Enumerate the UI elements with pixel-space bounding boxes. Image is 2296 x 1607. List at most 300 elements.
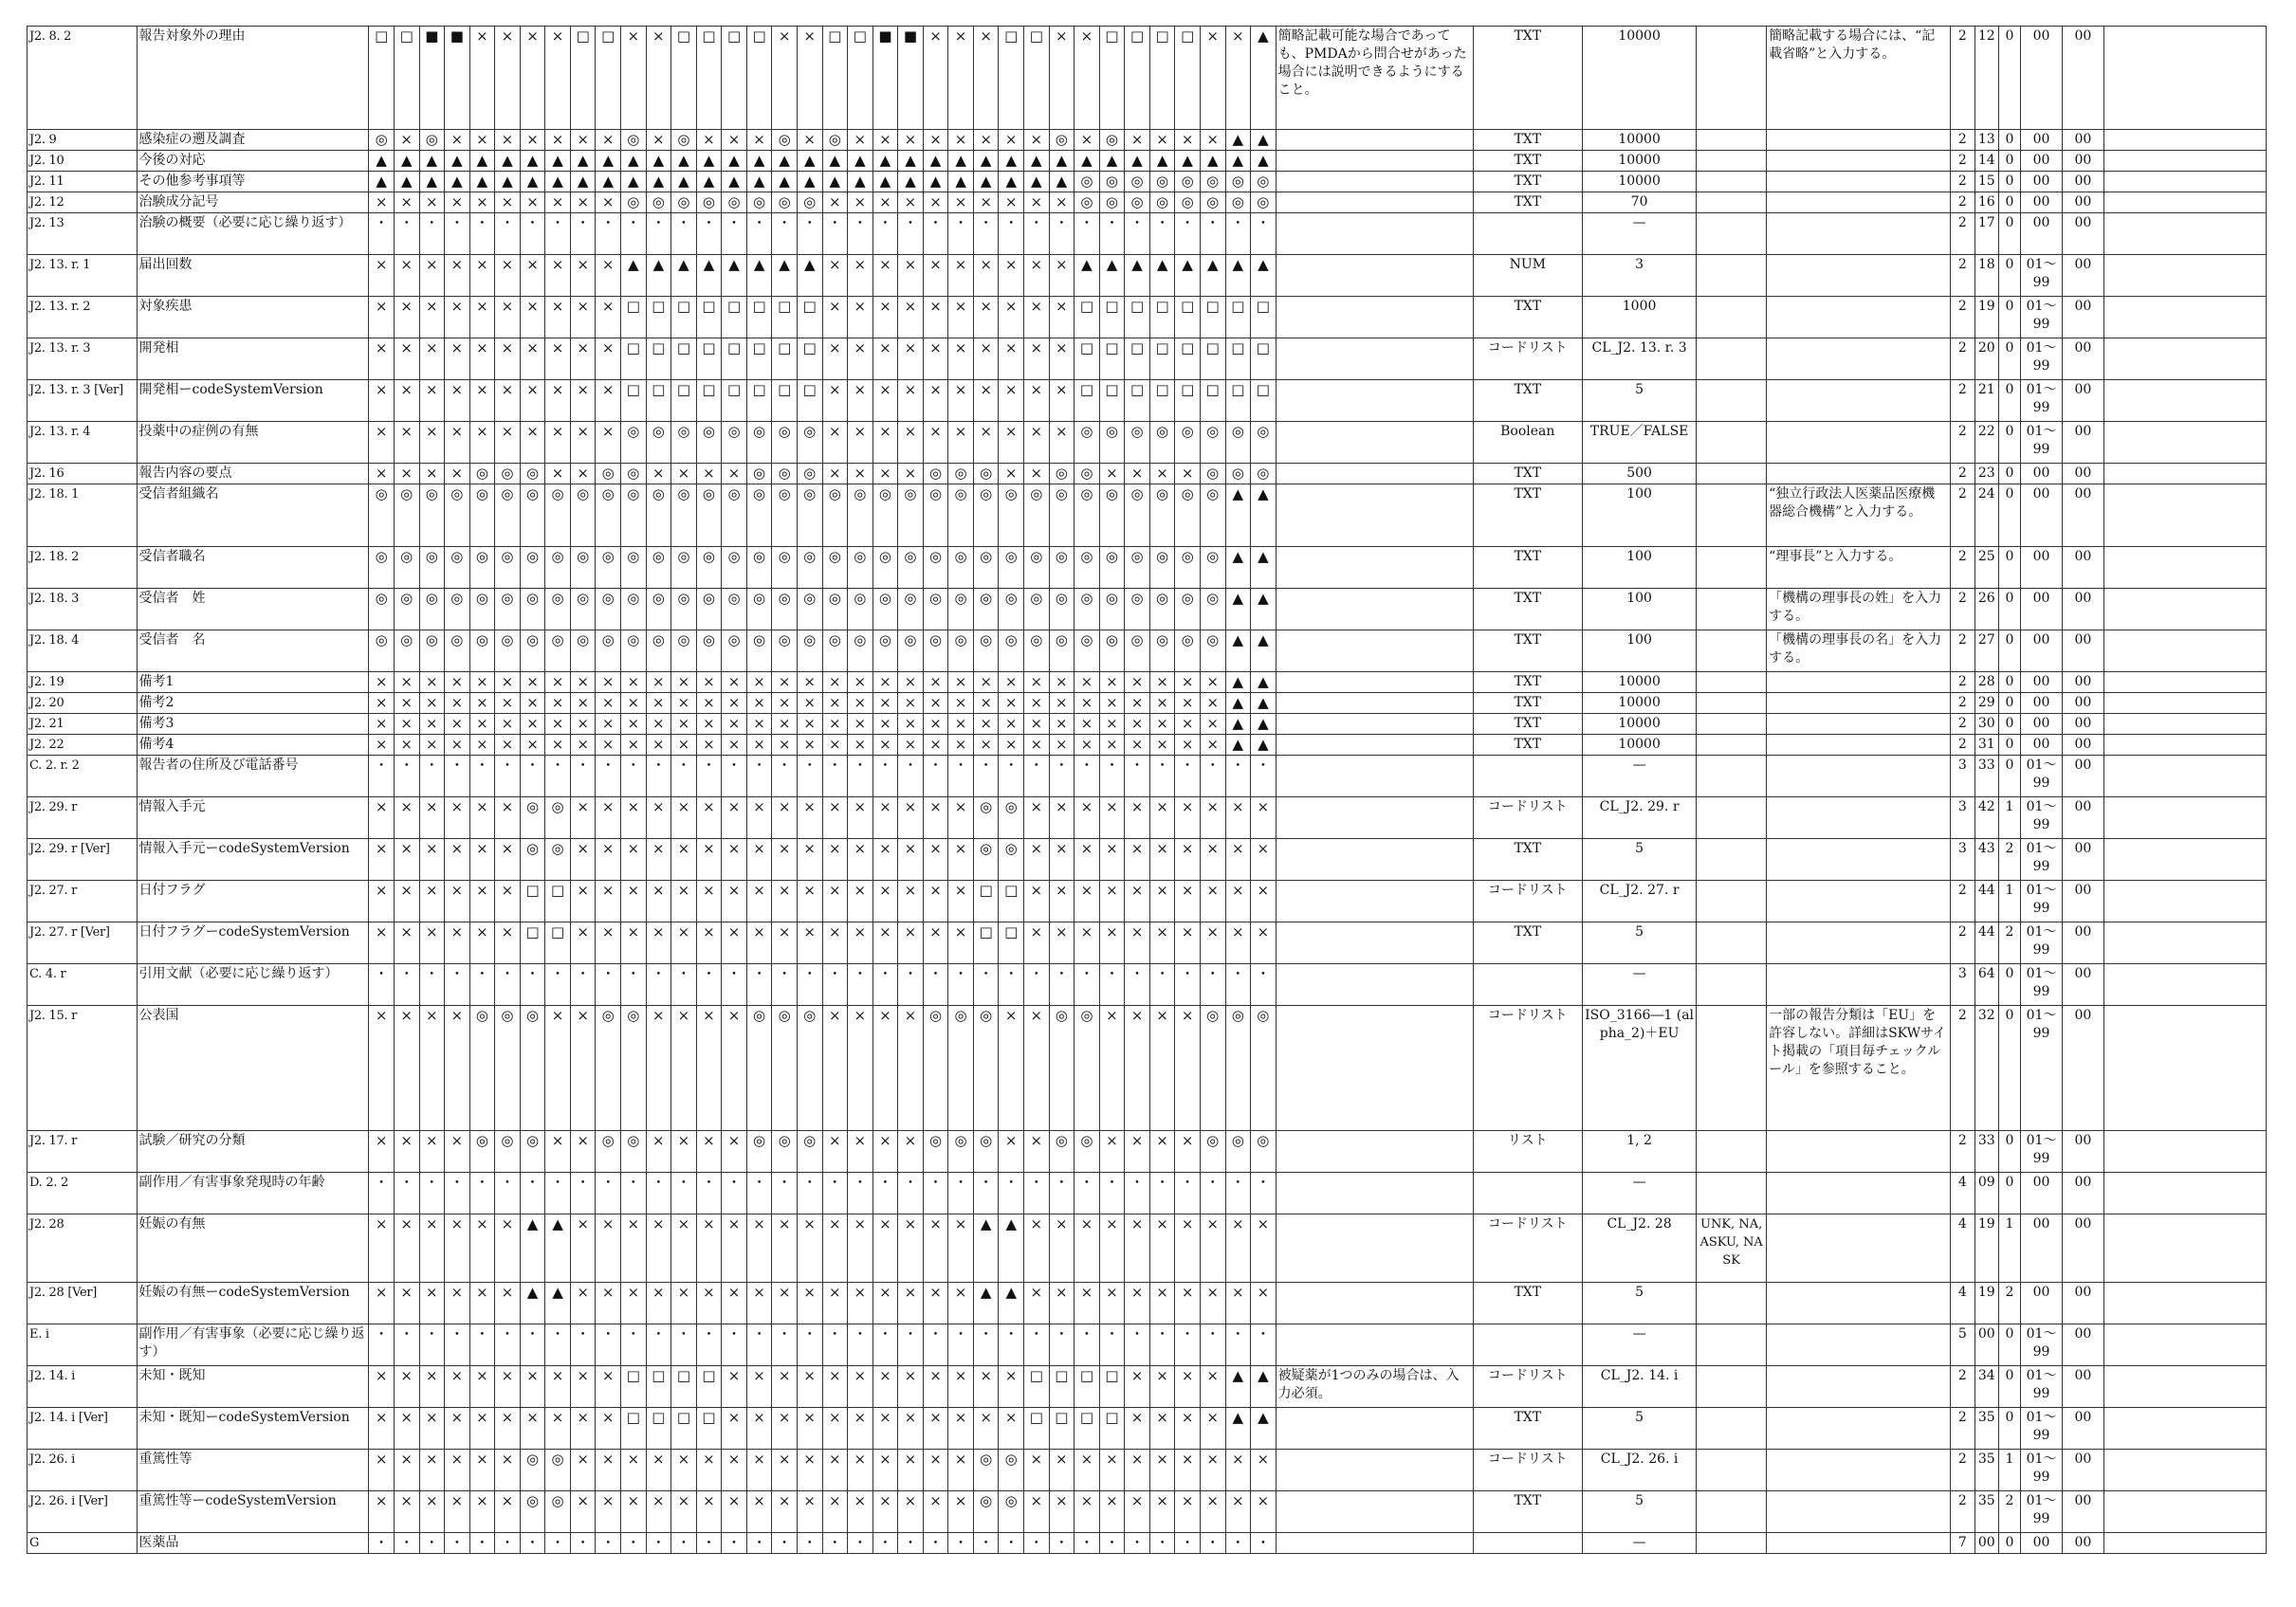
mark-cell: ▲	[369, 172, 395, 192]
code-col-5: 00	[2062, 297, 2103, 338]
mark-cell: ◎	[1251, 192, 1277, 213]
code-col-5: 00	[2062, 1214, 2103, 1283]
mark-cell: ×	[394, 922, 419, 964]
mark-cell: ×	[1049, 881, 1075, 922]
mark-cell: ×	[948, 255, 974, 297]
mark-cell: ･	[1125, 964, 1150, 1006]
mark-cell: ×	[419, 797, 445, 839]
mark-cell: ◎	[394, 630, 419, 672]
mark-cell: ×	[469, 380, 495, 422]
mark-cell: ▲	[570, 172, 596, 192]
mark-cell: ･	[822, 964, 848, 1006]
mark-cell: ×	[369, 338, 395, 380]
mark-cell: ▲	[1225, 735, 1251, 756]
mark-cell: ×	[848, 1283, 873, 1324]
data-type-cell	[1473, 1324, 1583, 1366]
remark-cell	[1767, 464, 1951, 484]
empty-cell	[2103, 1173, 2266, 1214]
mark-cell: ×	[520, 693, 545, 714]
mark-cell: ×	[1099, 839, 1125, 881]
mark-cell: ◎	[469, 547, 495, 589]
mark-cell: ･	[797, 1173, 822, 1214]
mark-cell: ×	[1149, 797, 1175, 839]
mark-cell: ×	[797, 922, 822, 964]
mark-cell: ･	[394, 1533, 419, 1554]
empty-cell	[2103, 547, 2266, 589]
mark-cell: ×	[394, 735, 419, 756]
mark-cell: ×	[1200, 839, 1225, 881]
mark-cell: ×	[746, 1491, 772, 1533]
table-row	[28, 922, 2267, 964]
mark-cell: ×	[419, 1283, 445, 1324]
mark-cell: ×	[621, 714, 647, 735]
mark-cell: ×	[419, 380, 445, 422]
mark-cell: ･	[394, 964, 419, 1006]
length-cell: CL_J2. 14. i	[1583, 1366, 1697, 1408]
item-id-cell: J2. 26. i [Ver]	[28, 1491, 138, 1533]
note-cell	[1276, 735, 1473, 756]
code-col-1: 2	[1951, 192, 1975, 213]
mark-cell: ･	[1099, 964, 1125, 1006]
mark-cell: ×	[822, 380, 848, 422]
mark-cell: ･	[1175, 1324, 1201, 1366]
mark-cell: ×	[722, 714, 747, 735]
mark-cell: ×	[1149, 1131, 1175, 1173]
mark-cell: ×	[1049, 1491, 1075, 1533]
mark-cell: ×	[1024, 1214, 1050, 1283]
mark-cell: ×	[1024, 1283, 1050, 1324]
code-col-4: 01～99	[2021, 338, 2063, 380]
code-col-4: 00	[2021, 484, 2063, 547]
code-col-1: 5	[1951, 1324, 1975, 1366]
mark-cell: ×	[948, 735, 974, 756]
empty-cell	[2103, 192, 2266, 213]
note-cell	[1276, 797, 1473, 839]
null-flavor-cell	[1697, 464, 1767, 484]
mark-cell: ×	[621, 839, 647, 881]
mark-cell: ▲	[1024, 151, 1050, 172]
null-flavor-cell	[1697, 547, 1767, 589]
item-id-cell: J2. 14. i [Ver]	[28, 1408, 138, 1450]
mark-cell: ×	[1175, 464, 1201, 484]
mark-cell: ×	[520, 255, 545, 297]
code-col-4: 01～99	[2021, 1450, 2063, 1491]
mark-cell: ◎	[898, 484, 924, 547]
mark-cell: ▲	[973, 1214, 999, 1283]
null-flavor-cell	[1697, 151, 1767, 172]
mark-cell: ×	[1024, 464, 1050, 484]
mark-cell: ･	[1049, 756, 1075, 797]
mark-cell: ▲	[520, 151, 545, 172]
mark-cell: ◎	[872, 630, 898, 672]
mark-cell: ◎	[948, 1131, 974, 1173]
mark-cell: ×	[948, 130, 974, 151]
remark-cell	[1767, 338, 1951, 380]
mark-cell: ×	[445, 1006, 470, 1131]
length-cell: ISO_3166―1 (alpha_2)＋EU	[1583, 1006, 1697, 1131]
mark-cell: ･	[923, 1173, 948, 1214]
item-name-cell: 受信者組織名	[137, 484, 369, 547]
mark-cell: ◎	[746, 422, 772, 464]
length-cell: 10000	[1583, 27, 1697, 130]
mark-cell: ◎	[923, 484, 948, 547]
mark-cell: ･	[1099, 1533, 1125, 1554]
data-type-cell: TXT	[1473, 1491, 1583, 1533]
mark-cell: ･	[1200, 1533, 1225, 1554]
mark-cell: ･	[1225, 1173, 1251, 1214]
mark-cell: □	[848, 27, 873, 130]
mark-cell: ×	[822, 1450, 848, 1491]
empty-cell	[2103, 1366, 2266, 1408]
mark-cell: ◎	[520, 1450, 545, 1491]
mark-cell: ×	[1049, 1283, 1075, 1324]
mark-cell: ×	[1024, 1131, 1050, 1173]
mark-cell: ▲	[1225, 714, 1251, 735]
code-col-3: 0	[1998, 484, 2020, 547]
mark-cell: ×	[1125, 839, 1150, 881]
mark-cell: ◎	[1075, 630, 1100, 672]
table-row	[28, 1324, 2267, 1366]
mark-cell: ◎	[621, 547, 647, 589]
mark-cell: ×	[1149, 672, 1175, 693]
remark-cell	[1767, 1491, 1951, 1533]
mark-cell: ◎	[545, 1450, 571, 1491]
mark-cell: ×	[495, 130, 521, 151]
mark-cell: ×	[746, 672, 772, 693]
mark-cell: ◎	[973, 464, 999, 484]
mark-cell: ×	[1099, 1491, 1125, 1533]
item-id-cell: J2. 27. r	[28, 881, 138, 922]
note-cell	[1276, 380, 1473, 422]
data-type-cell: TXT	[1473, 1283, 1583, 1324]
mark-cell: ◎	[570, 484, 596, 547]
length-cell: 5	[1583, 839, 1697, 881]
mark-cell: □	[696, 1408, 722, 1450]
mark-cell: □	[1125, 338, 1150, 380]
mark-cell: ◎	[520, 484, 545, 547]
mark-cell: ×	[1024, 422, 1050, 464]
mark-cell: ･	[394, 1324, 419, 1366]
note-cell	[1276, 1450, 1473, 1491]
mark-cell: ×	[923, 1214, 948, 1283]
mark-cell: ◎	[923, 464, 948, 484]
mark-cell: ×	[445, 1408, 470, 1450]
mark-cell: ×	[1075, 1283, 1100, 1324]
mark-cell: ･	[570, 756, 596, 797]
mark-cell: ◎	[545, 630, 571, 672]
mark-cell: ◎	[1225, 1006, 1251, 1131]
remark-cell	[1767, 1214, 1951, 1283]
mark-cell: ･	[696, 1533, 722, 1554]
length-cell: 100	[1583, 630, 1697, 672]
mark-cell: ×	[898, 1450, 924, 1491]
mark-cell: □	[1200, 338, 1225, 380]
code-col-2: 12	[1975, 27, 1998, 130]
mark-cell: ×	[999, 338, 1024, 380]
mark-cell: ×	[923, 192, 948, 213]
code-col-2: 25	[1975, 547, 1998, 589]
mark-cell: ×	[419, 922, 445, 964]
length-cell: 1000	[1583, 297, 1697, 338]
code-col-4: 00	[2021, 1214, 2063, 1283]
mark-cell: ×	[1125, 797, 1150, 839]
mark-cell: ･	[1125, 1173, 1150, 1214]
mark-cell: ･	[369, 1324, 395, 1366]
mark-cell: ◎	[621, 192, 647, 213]
code-col-1: 3	[1951, 964, 1975, 1006]
mark-cell: ･	[671, 964, 697, 1006]
null-flavor-cell	[1697, 255, 1767, 297]
mark-cell: ×	[545, 380, 571, 422]
mark-cell: ×	[445, 297, 470, 338]
table-row	[28, 255, 2267, 297]
remark-cell	[1767, 735, 1951, 756]
code-col-5: 00	[2062, 422, 2103, 464]
note-cell	[1276, 1006, 1473, 1131]
item-name-cell: 未知・既知ーcodeSystemVersion	[137, 1408, 369, 1450]
item-id-cell: J2. 27. r [Ver]	[28, 922, 138, 964]
mark-cell: ×	[872, 839, 898, 881]
mark-cell: ◎	[772, 630, 798, 672]
code-col-2: 44	[1975, 881, 1998, 922]
code-col-3: 0	[1998, 151, 2020, 172]
mark-cell: ･	[646, 213, 671, 255]
mark-cell: ×	[948, 672, 974, 693]
item-id-cell: J2. 13. r. 2	[28, 297, 138, 338]
mark-cell: □	[1149, 380, 1175, 422]
code-col-5: 00	[2062, 484, 2103, 547]
mark-cell: ◎	[1125, 630, 1150, 672]
mark-cell: ×	[898, 297, 924, 338]
mark-cell: ◎	[1099, 547, 1125, 589]
code-col-3: 0	[1998, 1324, 2020, 1366]
mark-cell: ×	[696, 1283, 722, 1324]
mark-cell: ･	[369, 756, 395, 797]
code-col-2: 26	[1975, 589, 1998, 630]
mark-cell: ▲	[419, 151, 445, 172]
mark-cell: ･	[746, 756, 772, 797]
mark-cell: ▲	[520, 1283, 545, 1324]
data-type-cell: TXT	[1473, 922, 1583, 964]
table-row	[28, 1450, 2267, 1491]
mark-cell: ×	[722, 693, 747, 714]
mark-cell: ×	[445, 192, 470, 213]
note-cell	[1276, 714, 1473, 735]
mark-cell: ×	[570, 1131, 596, 1173]
mark-cell: ×	[1251, 839, 1277, 881]
data-type-cell: TXT	[1473, 672, 1583, 693]
mark-cell: ◎	[822, 589, 848, 630]
code-col-3: 2	[1998, 1283, 2020, 1324]
empty-cell	[2103, 380, 2266, 422]
table-row	[28, 1491, 2267, 1533]
code-col-5: 00	[2062, 130, 2103, 151]
remark-cell	[1767, 422, 1951, 464]
mark-cell: □	[1225, 338, 1251, 380]
mark-cell: ×	[394, 881, 419, 922]
mark-cell: ◎	[1149, 484, 1175, 547]
item-name-cell: 日付フラグ	[137, 881, 369, 922]
mark-cell: ◎	[923, 547, 948, 589]
mark-cell: ◎	[797, 547, 822, 589]
remark-cell	[1767, 297, 1951, 338]
mark-cell: ･	[1075, 1173, 1100, 1214]
mark-cell: ×	[1099, 1450, 1125, 1491]
mark-cell: ◎	[621, 1006, 647, 1131]
code-col-1: 2	[1951, 672, 1975, 693]
code-col-3: 0	[1998, 630, 2020, 672]
table-row	[28, 630, 2267, 672]
data-type-cell: TXT	[1473, 151, 1583, 172]
remark-cell: 一部の報告分類は「EU」を許容しない。詳細はSKWサイト掲載の「項目毎チェックルール」を参照すること。	[1767, 1006, 1951, 1131]
mark-cell: ×	[722, 464, 747, 484]
code-col-2: 19	[1975, 1283, 1998, 1324]
mark-cell: ×	[722, 735, 747, 756]
empty-cell	[2103, 1408, 2266, 1450]
mark-cell: ◎	[495, 630, 521, 672]
mark-cell: ･	[545, 1324, 571, 1366]
mark-cell: ×	[948, 27, 974, 130]
mark-cell: ×	[1200, 672, 1225, 693]
mark-cell: ◎	[1175, 422, 1201, 464]
mark-cell: ×	[596, 297, 621, 338]
mark-cell: ×	[495, 672, 521, 693]
mark-cell: ×	[469, 839, 495, 881]
mark-cell: ×	[646, 1450, 671, 1491]
mark-cell: ･	[1225, 964, 1251, 1006]
mark-cell: ▲	[646, 151, 671, 172]
mark-cell: ×	[445, 1491, 470, 1533]
item-name-cell: 開発相	[137, 338, 369, 380]
mark-cell: ◎	[973, 797, 999, 839]
code-col-1: 2	[1951, 1131, 1975, 1173]
mark-cell: ×	[394, 693, 419, 714]
mark-cell: ×	[1075, 714, 1100, 735]
mark-cell: ▲	[621, 151, 647, 172]
item-id-cell: J2. 13. r. 3 [Ver]	[28, 380, 138, 422]
remark-cell: “独立行政法人医薬品医療機器総合機構”と入力する。	[1767, 484, 1951, 547]
mark-cell: ･	[621, 213, 647, 255]
table-row	[28, 484, 2267, 547]
mark-cell: ×	[1149, 1366, 1175, 1408]
mark-cell: ･	[1024, 964, 1050, 1006]
mark-cell: □	[797, 297, 822, 338]
mark-cell: ×	[898, 1408, 924, 1450]
mark-cell: ･	[621, 1173, 647, 1214]
mark-cell: □	[746, 297, 772, 338]
mark-cell: ▲	[1049, 172, 1075, 192]
mark-cell: ×	[369, 1408, 395, 1450]
mark-cell: ･	[1251, 1173, 1277, 1214]
mark-cell: □	[646, 1408, 671, 1450]
mark-cell: ×	[822, 693, 848, 714]
mark-cell: □	[671, 27, 697, 130]
mark-cell: ×	[1149, 1491, 1175, 1533]
mark-cell: ×	[848, 422, 873, 464]
mark-cell: ◎	[973, 589, 999, 630]
mark-cell: ◎	[495, 484, 521, 547]
mark-cell: ◎	[1200, 464, 1225, 484]
mark-cell: ･	[923, 964, 948, 1006]
mark-cell: ×	[394, 338, 419, 380]
mark-cell: ×	[495, 922, 521, 964]
mark-cell: ◎	[369, 630, 395, 672]
data-type-cell: コードリスト	[1473, 1366, 1583, 1408]
mark-cell: ･	[772, 1533, 798, 1554]
mark-cell: ×	[848, 1131, 873, 1173]
mark-cell: ×	[948, 1214, 974, 1283]
mark-cell: ･	[973, 1533, 999, 1554]
mark-cell: ◎	[1225, 464, 1251, 484]
mark-cell: ◎	[520, 797, 545, 839]
mark-cell: ×	[419, 1450, 445, 1491]
mark-cell: ×	[898, 1131, 924, 1173]
mark-cell: ･	[772, 1324, 798, 1366]
note-cell	[1276, 630, 1473, 672]
mark-cell: ×	[772, 1214, 798, 1283]
null-flavor-cell	[1697, 1533, 1767, 1554]
mark-cell: ×	[923, 297, 948, 338]
mark-cell: □	[545, 881, 571, 922]
code-col-3: 0	[1998, 1131, 2020, 1173]
mark-cell: ×	[394, 839, 419, 881]
mark-cell: ×	[520, 192, 545, 213]
mark-cell: ◎	[596, 484, 621, 547]
code-col-2: 17	[1975, 213, 1998, 255]
code-col-4: 00	[2021, 1533, 2063, 1554]
mark-cell: ×	[495, 839, 521, 881]
length-cell: 5	[1583, 1491, 1697, 1533]
code-col-4: 00	[2021, 714, 2063, 735]
mark-cell: ･	[596, 1173, 621, 1214]
mark-cell: ×	[872, 1131, 898, 1173]
mark-cell: ◎	[1225, 422, 1251, 464]
mark-cell: ◎	[1175, 172, 1201, 192]
mark-cell: ▲	[999, 151, 1024, 172]
mark-cell: ･	[596, 1324, 621, 1366]
mark-cell: ･	[445, 1533, 470, 1554]
mark-cell: ×	[445, 1131, 470, 1173]
mark-cell: ◎	[520, 1491, 545, 1533]
mark-cell: ×	[1225, 1450, 1251, 1491]
mark-cell: ×	[570, 297, 596, 338]
mark-cell: ×	[1149, 735, 1175, 756]
note-cell	[1276, 693, 1473, 714]
mark-cell: ･	[520, 964, 545, 1006]
mark-cell: ◎	[596, 464, 621, 484]
mark-cell: ▲	[999, 1214, 1024, 1283]
mark-cell: ×	[495, 422, 521, 464]
mark-cell: ×	[419, 255, 445, 297]
code-col-3: 0	[1998, 547, 2020, 589]
empty-cell	[2103, 422, 2266, 464]
mark-cell: ◎	[596, 589, 621, 630]
note-cell	[1276, 881, 1473, 922]
mark-cell: ×	[596, 839, 621, 881]
mark-cell: ◎	[898, 589, 924, 630]
mark-cell: ◎	[722, 589, 747, 630]
data-type-cell: コードリスト	[1473, 1214, 1583, 1283]
mark-cell: ◎	[1049, 484, 1075, 547]
mark-cell: ×	[1049, 297, 1075, 338]
mark-cell: ･	[596, 756, 621, 797]
mark-cell: □	[621, 380, 647, 422]
mark-cell: ▲	[1049, 151, 1075, 172]
code-col-1: 2	[1951, 464, 1975, 484]
mark-cell: □	[999, 27, 1024, 130]
mark-cell: ◎	[445, 484, 470, 547]
mark-cell: ×	[848, 714, 873, 735]
